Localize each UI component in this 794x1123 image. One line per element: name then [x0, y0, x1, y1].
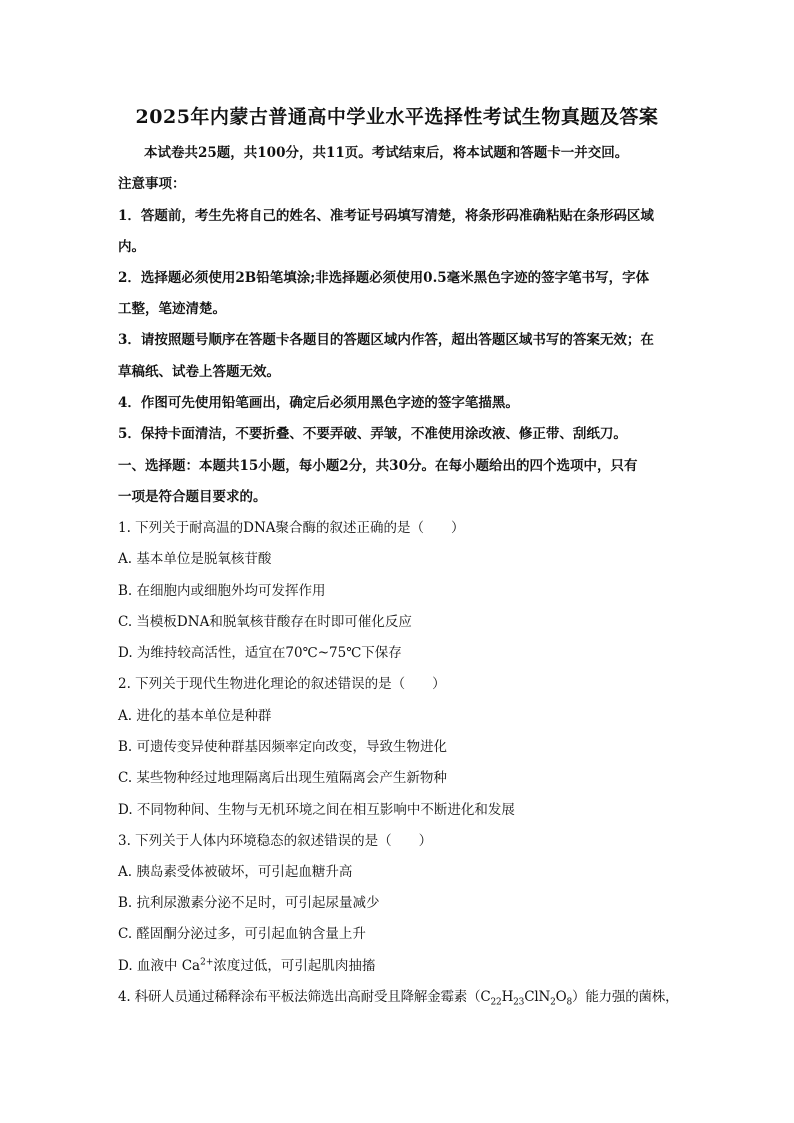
formula-subscript: 22 — [490, 997, 502, 1008]
question-1-option-a: A. 基本单位是脱氧核苷酸 — [118, 551, 272, 567]
question-2-option-c: C. 某些物种经过地理隔离后出现生殖隔离会产生新物种 — [118, 770, 447, 786]
notice-3-line-2: 草稿纸、试卷上答题无效。 — [118, 364, 280, 380]
question-1-option-c: C. 当模板DNA和脱氧核苷酸存在时即可催化反应 — [118, 614, 412, 630]
notice-heading: 注意事项： — [118, 176, 186, 192]
question-1-stem: 1. 下列关于耐高温的DNA聚合酶的叙述正确的是（ ） — [118, 520, 465, 536]
question-2-stem: 2. 下列关于现代生物进化理论的叙述错误的是（ ） — [118, 676, 446, 692]
question-3-option-d-suffix: 浓度过低，可引起肌肉抽搐 — [213, 958, 376, 974]
question-2-option-d: D. 不同物种间、生物与无机环境之间在相互影响中不断进化和发展 — [118, 802, 515, 818]
page-title: 2025年内蒙古普通高中学业水平选择性考试生物真题及答案 — [135, 106, 659, 128]
question-1-option-d: D. 为维持较高活性，适宜在70℃~75℃下保存 — [118, 645, 402, 661]
formula-part: O — [555, 989, 567, 1005]
notice-2-line-2: 工整，笔迹清楚。 — [118, 301, 226, 317]
question-4-stem-start: 4. 科研人员通过稀释涂布平板法筛选出高耐受且降解金霉素（C — [118, 989, 491, 1005]
formula-subscript: 8 — [566, 997, 573, 1008]
question-3-option-c: C. 醛固酮分泌过多，可引起血钠含量上升 — [118, 926, 366, 942]
notice-4: 4．作图可先使用铅笔画出，确定后必须用黑色字迹的签字笔描黑。 — [118, 395, 519, 411]
question-3-option-a: A. 胰岛素受体被破坏，可引起血糖升高 — [118, 864, 353, 880]
question-3-stem: 3. 下列关于人体内环境稳态的叙述错误的是（ ） — [118, 833, 433, 849]
question-2-option-a: A. 进化的基本单位是种群 — [118, 708, 272, 724]
question-3-option-b: B. 抗利尿激素分泌不足时，可引起尿量减少 — [118, 895, 380, 911]
notice-2-line-1: 2．选择题必须使用2B铅笔填涂;非选择题必须使用0.5毫米黑色字迹的签字笔书写，字体 — [118, 270, 650, 286]
question-3-option-d-prefix: D. 血液中 Ca — [118, 958, 201, 974]
notice-1-line-2: 内。 — [118, 239, 145, 255]
formula-subscript: 2 — [550, 997, 556, 1008]
question-2-option-b: B. 可遗传变异使种群基因频率定向改变，导致生物进化 — [118, 739, 448, 755]
question-1-option-b: B. 在细胞内或细胞外均可发挥作用 — [118, 583, 326, 599]
notice-5: 5．保持卡面清洁，不要折叠、不要弄破、弄皱，不准使用涂改液、修正带、刮纸刀。 — [118, 426, 627, 442]
notice-3-line-1: 3．请按照题号顺序在答题卡各题目的答题区域内作答，超出答题区域书写的答案无效；在 — [118, 332, 654, 348]
formula-part: H — [501, 989, 514, 1005]
notice-1-line-1: 1．答题前，考生先将自己的姓名、准考证号码填写清楚，将条形码准确粘贴在条形码区域 — [118, 208, 654, 224]
section-heading-line-1: 一、选择题：本题共15小题，每小题2分，共30分。在每小题给出的四个选项中，只有 — [118, 458, 638, 474]
exam-intro: 本试卷共25题，共100分，共11页。考试结束后，将本试题和答题卡一并交回。 — [144, 145, 629, 161]
question-4-stem — [118, 987, 678, 1007]
formula-subscript: 23 — [513, 997, 525, 1008]
formula-part: ClN — [524, 989, 551, 1005]
question-4-stem-end: ）能力强的菌株， — [572, 989, 679, 1005]
question-3-option-d — [118, 956, 375, 976]
section-heading-line-2: 一项是符合题目要求的。 — [118, 489, 267, 505]
calcium-charge-superscript: 2+ — [200, 957, 214, 968]
